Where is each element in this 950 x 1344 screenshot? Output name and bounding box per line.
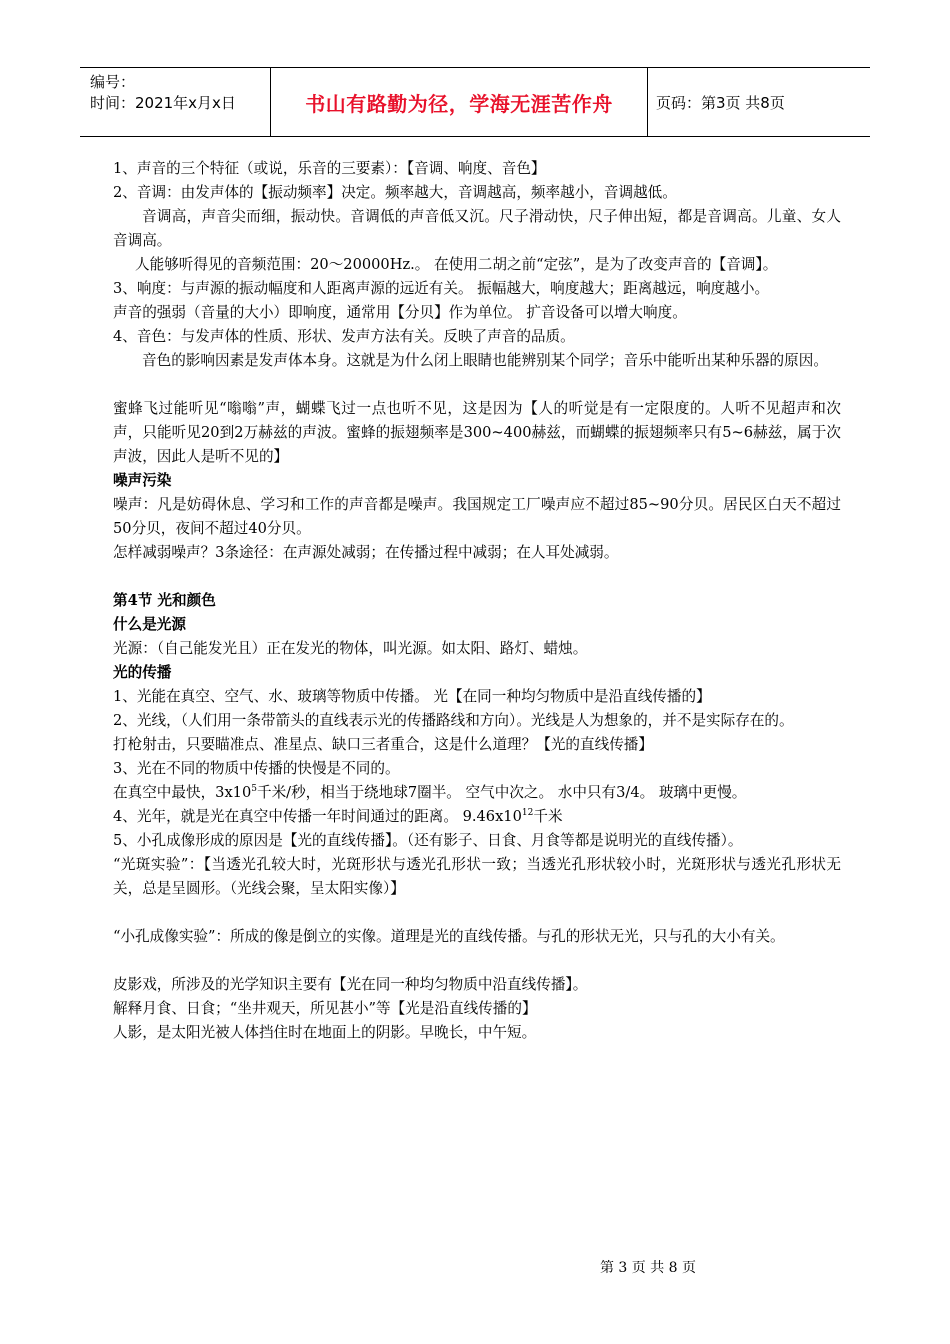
paragraph: “小孔成像实验”：所成的像是倒立的实像。道理是光的直线传播。与孔的形状无光，只与孔的大小有关。 xyxy=(113,928,785,945)
paragraph: 皮影戏，所涉及的光学知识主要有【光在同一种均匀物质中沿直线传播】。 xyxy=(113,976,588,993)
section-heading: 什么是光源 xyxy=(113,616,186,633)
superscript: 5 xyxy=(251,784,257,795)
paragraph: 蜜蜂飞过能听见“嗡嗡”声，蝴蝶飞过一点也听不见，这是因为【人的听觉是有一定限度的。人听不见超声和次声，只能听见20到2万赫兹的声波。蜜蜂的振翅频率是300~400赫兹，而蝴蝶的振翅频率只有5~6赫兹，属于次声波，因此人是听不见的】 xyxy=(113,400,841,465)
footer-page-number: 第 3 页 共 8 页 xyxy=(599,1260,697,1276)
page-footer xyxy=(0,1257,950,1277)
document-time-label: 时间：2021年x月x日 xyxy=(90,94,236,112)
paragraph: “光斑实验”：【当透光孔较大时，光斑形状与透光孔形状一致；当透光孔形状较小时，光斑形状与透光孔形状无关，总是呈圆形。（光线会聚，呈太阳实像）】 xyxy=(113,856,841,897)
paragraph: 4、音色：与发声体的性质、形状、发声方法有关。反映了声音的品质。 xyxy=(113,328,575,345)
paragraph xyxy=(113,805,841,829)
paragraph: 音调高，声音尖而细，振动快。音调低的声音低又沉。尺子滑动快，尺子伸出短，都是音调高。儿童、女人音调高。 xyxy=(113,208,841,249)
paragraph: 2、光线，（人们用一条带箭头的直线表示光的传播路线和方向）。光线是人为想象的，并不是实际存在的。 xyxy=(113,712,794,729)
paragraph: 音色的影响因素是发声体本身。这就是为什么闭上眼睛也能辨别某个同学；音乐中能听出某种乐器的原因。 xyxy=(142,352,828,369)
paragraph: 2、音调：由发声体的【振动频率】决定。频率越大，音调越高，频率越小，音调越低。 xyxy=(113,184,677,201)
paragraph: 3、光在不同的物质中传播的快慢是不同的。 xyxy=(113,760,400,777)
document-number-label: 编号： xyxy=(90,73,136,91)
paragraph: 怎样减弱噪声？3条途径：在声源处减弱；在传播过程中减弱；在人耳处减弱。 xyxy=(113,544,619,561)
paragraph: 1、声音的三个特征（或说，乐音的三要素）：【音调、响度、音色】 xyxy=(113,160,546,177)
header-motto: 书山有路勤为径，学海无涯苦作舟 xyxy=(305,91,613,116)
section-heading: 噪声污染 xyxy=(113,472,172,489)
paragraph: 噪声：凡是妨碍休息、学习和工作的声音都是噪声。我国规定工厂噪声应不超过85~90分贝。居民区白天不超过50分贝，夜间不超过40分贝。 xyxy=(113,496,841,537)
paragraph: 人能够听得见的音频范围：20～20000Hz.。 在使用二胡之前“定弦”，是为了改变声音的【音调】。 xyxy=(135,256,778,273)
paragraph: 5、小孔成像形成的原因是【光的直线传播】。（还有影子、日食、月食等都是说明光的直线传播）。 xyxy=(113,832,743,849)
paragraph: 解释月食、日食；“坐井观天，所见甚小”等【光是沿直线传播的】 xyxy=(113,1000,537,1017)
paragraph xyxy=(113,781,841,805)
text-run: 千米 xyxy=(533,808,563,825)
paragraph: 打枪射击，只要瞄准点、准星点、缺口三者重合，这是什么道理？【光的直线传播】 xyxy=(113,736,653,753)
section-heading: 光的传播 xyxy=(113,664,172,681)
page-header xyxy=(80,67,870,137)
paragraph: 人影，是太阳光被人体挡住时在地面上的阴影。早晚长，中午短。 xyxy=(113,1024,537,1041)
section-title: 第4节 光和颜色 xyxy=(113,592,216,609)
superscript: 12 xyxy=(521,808,534,819)
paragraph: 1、光能在真空、空气、水、玻璃等物质中传播。 光【在同一种均匀物质中是沿直线传播的】 xyxy=(113,688,711,705)
text-run: 在真空中最快，3x10 xyxy=(113,784,252,801)
paragraph: 3、响度：与声源的振动幅度和人距离声源的远近有关。 振幅越大，响度越大；距离越远，响度越小。 xyxy=(113,280,770,297)
text-run: 千米/秒，相当于绕地球7圈半。 空气中次之。 水中只有3/4。 玻璃中更慢。 xyxy=(256,784,747,801)
document-body xyxy=(113,157,841,1045)
text-run: 4、光年，就是光在真空中传播一年时间通过的距离。 9.46x10 xyxy=(113,808,522,825)
header-meta xyxy=(80,68,270,136)
header-motto-cell xyxy=(270,68,648,136)
paragraph: 声音的强弱（音量的大小）即响度，通常用【分贝】作为单位。 扩音设备可以增大响度。 xyxy=(113,304,687,321)
header-page-number: 页码：第3页 共8页 xyxy=(656,93,785,112)
header-page-cell xyxy=(648,68,870,136)
paragraph: 光源：（自己能发光且）正在发光的物体，叫光源。如太阳、路灯、蜡烛。 xyxy=(113,640,588,657)
